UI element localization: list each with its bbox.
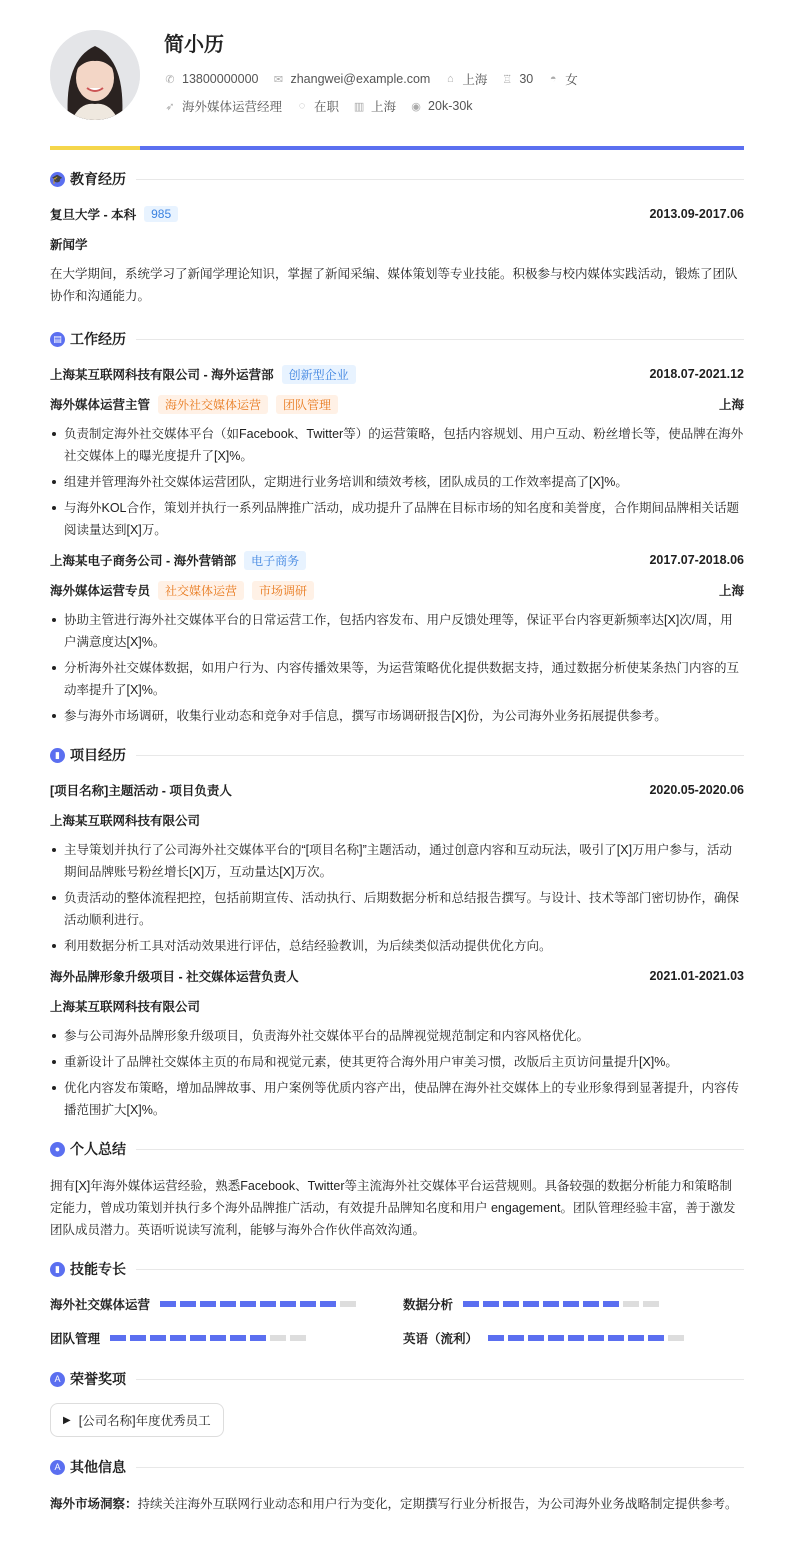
section-other: A 其他信息: [50, 1453, 744, 1481]
status-icon: ◌: [298, 100, 306, 112]
briefcase-icon: ▤: [50, 332, 65, 347]
phone-icon: ✆: [165, 73, 175, 86]
skill-segment: [543, 1301, 559, 1307]
skill-segment: [150, 1335, 166, 1341]
building-icon: ▥: [353, 100, 365, 113]
skill-level-bar: [110, 1335, 306, 1341]
triangle-icon: ▶: [63, 1414, 71, 1426]
skill-segment: [220, 1301, 236, 1307]
salary: 20k-30k: [428, 99, 473, 113]
skill-segment: [230, 1335, 246, 1341]
resume-header: [50, 0, 744, 150]
salary-icon: ◉: [411, 100, 421, 113]
email: zhangwei@example.com: [290, 72, 431, 86]
position: 海外媒体运营经理: [182, 100, 283, 114]
section-awards: A 荣誉奖项: [50, 1365, 744, 1393]
skill-level-bar: [463, 1301, 659, 1307]
skill-segment: [250, 1335, 266, 1341]
skill-segment: [300, 1301, 316, 1307]
skill-segment: [648, 1335, 664, 1341]
skill-segment: [548, 1335, 564, 1341]
skill-segment: [523, 1301, 539, 1307]
skill-segment: [568, 1335, 584, 1341]
skill-segment: [643, 1301, 659, 1307]
skill-segment: [583, 1301, 599, 1307]
age: 30: [519, 72, 534, 86]
period: 2013.09-2017.06: [649, 207, 744, 221]
skill-segment: [280, 1301, 296, 1307]
skill-name: 团队管理: [50, 1332, 101, 1346]
skill-segment: [240, 1301, 256, 1307]
graduation-cap-icon: 🎓: [50, 172, 65, 187]
skill-segment: [270, 1335, 286, 1341]
project-item: [项目名称]主题活动 - 项目负责人 2020.05-2020.06 上海某互联网科技有限公司 主导策划并执行了公司海外社交媒体平台的“[项目名称]”主题活动，通过创意内容和互动玩法，吸引了[X]万用户参与，活动期间品牌账号粉丝增长[X]万，互动量达[X]万次。 负责活动的整体流程把控，包括前期宣传、活动执行、后期数据分析和总结报告撰写。与设计、技术等部门密切协作，确保活动顺利进行。 利用数据分析工具对活动效果进行评估，总结经验教训，为后续类似活动提供优化方向。: [50, 775, 744, 957]
award-icon: A: [50, 1372, 65, 1387]
city: 上海: [462, 73, 488, 87]
gender: 女: [565, 73, 578, 87]
send-icon: ➶: [165, 100, 175, 113]
skill-item: [50, 1293, 403, 1315]
section-projects: ▮ 项目经历: [50, 741, 744, 769]
target-city: 上海: [371, 100, 397, 114]
skill-segment: [528, 1335, 544, 1341]
skill-segment: [160, 1301, 176, 1307]
skill-segment: [508, 1335, 524, 1341]
skill-level-bar: [488, 1335, 684, 1341]
section-summary: ● 个人总结: [50, 1135, 744, 1163]
other-info: 海外市场洞察：持续关注海外互联网行业动态和用户行为变化，定期撰写行业分析报告，为公司海外业务战略制定提供参考。: [50, 1497, 738, 1511]
chart-icon: ▮: [50, 1262, 65, 1277]
section-skills: ▮ 技能专长: [50, 1255, 744, 1283]
cake-icon: ♖: [502, 73, 513, 86]
skill-segment: [608, 1335, 624, 1341]
skill-segment: [503, 1301, 519, 1307]
chart-icon: ▮: [50, 748, 65, 763]
mail-icon: ✉: [273, 73, 284, 86]
project-item: 海外品牌形象升级项目 - 社交媒体运营负责人 2021.01-2021.03 上海某互联网科技有限公司 参与公司海外品牌形象升级项目，负责海外社交媒体平台的品牌视觉规范制定和内容风格优化。 重新设计了品牌社交媒体主页的布局和视觉元素，使其更符合海外用户审美习惯，改版后主页访问量提升[X]%。 优化内容发布策略，增加品牌故事、用户案例等优质内容产出，使品牌在海外社交媒体上的专业形象得到显著提升，内容传播范围扩大[X]%。: [50, 961, 744, 1121]
skill-item: [50, 1327, 403, 1349]
header-divider: [50, 146, 744, 150]
skill-segment: [488, 1335, 504, 1341]
skill-segment: [483, 1301, 499, 1307]
avatar: [50, 30, 140, 120]
skill-segment: [588, 1335, 604, 1341]
candidate-name: 简小历: [164, 34, 224, 56]
skill-segment: [130, 1335, 146, 1341]
skill-segment: [603, 1301, 619, 1307]
skill-item: [403, 1327, 744, 1349]
section-work: ▤ 工作经历: [50, 325, 744, 353]
skill-segment: [340, 1301, 356, 1307]
status: 在职: [314, 100, 340, 114]
award-item: ▶ [公司名称]年度优秀员工: [50, 1403, 224, 1437]
phone: 13800000000: [182, 72, 259, 86]
skill-segment: [210, 1335, 226, 1341]
education-desc: 在大学期间，系统学习了新闻学理论知识，掌握了新闻采编、媒体策划等专业技能。积极参与校内媒体实践活动，锻炼了团队协作和沟通能力。: [50, 267, 738, 303]
skill-segment: [110, 1335, 126, 1341]
skill-segment: [200, 1301, 216, 1307]
summary-text: 拥有[X]年海外媒体运营经验，熟悉Facebook、Twitter等主流海外社交媒体平台运营规则。具备较强的数据分析能力和策略制定能力，曾成功策划并执行多个海外品牌推广活动，有效提升品牌知名度和用户 engagement。团队管理经验丰富，善于激发团队成员潜力。英语听说读写流利，能够与海外合作伙伴高效沟通。: [50, 1179, 736, 1237]
work-item: 上海某电子商务公司 - 海外营销部 电子商务 2017.07-2018.06 海外媒体运营专员 社交媒体运营 市场调研 上海 协助主管进行海外社交媒体平台的日常运营工作，包括内容发布、用户反馈处理等，保证平台内容更新频率达[X]次/周，用户满意度达[X]%。 分析海外社交媒体数据，如用户行为、内容传播效果等，为运营策略优化提供数据支持，通过数据分析使某条热门内容的互动率提升了[X]%。 参与海外市场调研，收集行业动态和竞争对手信息，撰写市场调研报告[X]份，为公司海外业务拓展提供参考。: [50, 545, 744, 727]
tag: 985: [144, 206, 178, 222]
skill-segment: [628, 1335, 644, 1341]
skill-segment: [668, 1335, 684, 1341]
major: 新闻学: [50, 238, 88, 252]
skill-segment: [180, 1301, 196, 1307]
gender-icon: ◓: [549, 73, 557, 85]
school: 复旦大学 - 本科: [50, 208, 137, 222]
skill-segment: [260, 1301, 276, 1307]
home-icon: ⌂: [447, 73, 454, 85]
user-icon: ●: [50, 1142, 65, 1157]
skill-item: [403, 1293, 744, 1315]
skill-name: 英语（流利）: [403, 1332, 479, 1346]
skill-segment: [170, 1335, 186, 1341]
section-education: 🎓 教育经历: [50, 165, 744, 193]
work-item: 上海某互联网科技有限公司 - 海外运营部 创新型企业 2018.07-2021.12 海外媒体运营主管 海外社交媒体运营 团队管理 上海 负责制定海外社交媒体平台（如Facebook、Twitter等）的运营策略，包括内容规划、用户互动、粉丝增长等，使品牌在海外社交媒体上的曝光度提升了[X]%。 组建并管理海外社交媒体运营团队，定期进行业务培训和绩效考核，团队成员的工作效率提高了[X]%。 与海外KOL合作，策划并执行一系列品牌推广活动，成功提升了品牌在目标市场的知名度和美誉度，合作期间品牌相关话题阅读量达到[X]万。: [50, 359, 744, 541]
skill-level-bar: [160, 1301, 356, 1307]
skill-name: 数据分析: [403, 1298, 454, 1312]
award-icon: A: [50, 1460, 65, 1475]
skill-segment: [190, 1335, 206, 1341]
skill-name: 海外社交媒体运营: [50, 1298, 151, 1312]
skill-segment: [290, 1335, 306, 1341]
skill-segment: [623, 1301, 639, 1307]
skill-segment: [463, 1301, 479, 1307]
skill-segment: [563, 1301, 579, 1307]
skill-segment: [320, 1301, 336, 1307]
